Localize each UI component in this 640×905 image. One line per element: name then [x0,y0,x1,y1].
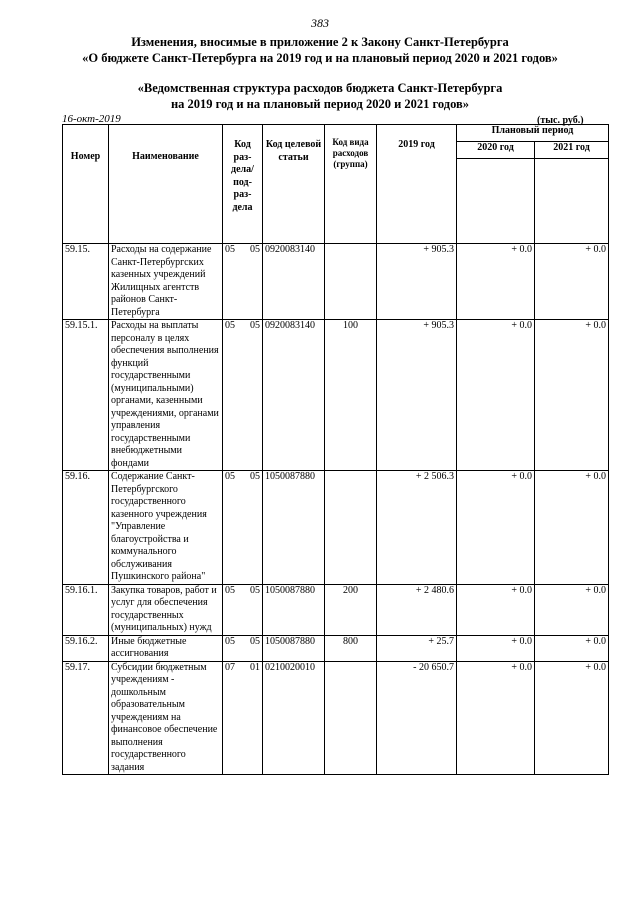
row-amount-2021: + 0.0 [535,471,609,585]
row-name: Иные бюджетные ассигнования [109,635,223,661]
row-amount-2021: + 0.0 [535,320,609,471]
row-amount-2020: + 0.0 [457,320,535,471]
row-section-code [223,244,263,320]
row-target-code: 1050087880 [263,584,325,635]
row-amount-2021: + 0.0 [535,635,609,661]
section-code: 05 [225,244,235,255]
subsection-code: 05 [250,584,260,596]
row-name: Субсидии бюджетным учреждениям - дошкольным образовательным учреждениям на финансовое обеспечение выполнения государственного задания [109,661,223,775]
title-line-1: Изменения, вносимые в приложение 2 к Закону Санкт-Петербурга [131,35,509,49]
row-name: Закупка товаров, работ и услуг для обеспечения государственных (муниципальных) нужд [109,584,223,635]
col-name-header: Наименование [109,125,223,244]
row-amount-2019: + 905.3 [377,244,457,320]
row-amount-2021: + 0.0 [535,244,609,320]
document-subtitle [0,80,640,112]
row-expense-type [325,244,377,320]
section-code: 07 [225,661,235,673]
subsection-code: 05 [250,635,260,647]
table-row [63,320,609,471]
row-amount-2019: - 20 650.7 [377,661,457,775]
subtitle-line-1: «Ведомственная структура расходов бюджета Санкт-Петербурга [137,81,503,95]
row-amount-2019: + 905.3 [377,320,457,471]
table-row [63,244,609,320]
table-row [63,661,609,775]
row-number: 59.15. [63,244,109,320]
units-label: (тыс. руб.) [537,115,584,126]
row-target-code: 1050087880 [263,471,325,585]
row-amount-2020: + 0.0 [457,244,535,320]
table-row [63,584,609,635]
row-expense-type: 200 [325,584,377,635]
row-number: 59.16.2. [63,635,109,661]
row-expense-type [325,661,377,775]
row-amount-2019: + 25.7 [377,635,457,661]
table-header [63,125,609,244]
row-amount-2020: + 0.0 [457,661,535,775]
row-amount-2019: + 2 506.3 [377,471,457,585]
title-line-2: «О бюджете Санкт-Петербурга на 2019 год и на плановый период 2020 и 2021 годов» [82,51,558,65]
row-expense-type: 800 [325,635,377,661]
row-expense-type [325,471,377,585]
row-target-code: 0920083140 [263,244,325,320]
row-amount-2021: + 0.0 [535,661,609,775]
row-target-code: 1050087880 [263,635,325,661]
table-body [63,244,609,775]
row-target-code: 0920083140 [263,320,325,471]
col-section-header: Код раз-дела/ под-раз-дела [223,125,263,244]
subsection-code: 05 [250,244,260,255]
row-number: 59.16.1. [63,584,109,635]
subtitle-line-2: на 2019 год и на плановый период 2020 и 2021 годов» [170,97,470,111]
row-amount-2021: + 0.0 [535,584,609,635]
col-2020-header: 2020 год [457,142,535,159]
row-amount-2020: + 0.0 [457,471,535,585]
row-section-code [223,584,263,635]
row-name: Расходы на выплаты персоналу в целях обеспечения выполнения функций государственными (муниципальными) органами, казенными учреждениями, органами управления государственными внебюджетными фондами [109,320,223,471]
row-section-code [223,471,263,585]
row-amount-2020: + 0.0 [457,584,535,635]
row-amount-2020: + 0.0 [457,635,535,661]
row-number: 59.16. [63,471,109,585]
row-name: Содержание Санкт-Петербургского государственного казенного учреждения "Управление благоустройства и коммунального обслуживания Пушкинского района" [109,471,223,585]
row-number: 59.15.1. [63,320,109,471]
table-row [63,471,609,585]
row-amount-2019: + 2 480.6 [377,584,457,635]
row-number: 59.17. [63,661,109,775]
row-section-code [223,320,263,471]
section-code: 05 [225,584,235,596]
table-row [63,635,609,661]
planned-period-header: Плановый период [457,125,609,142]
document-title [0,34,640,66]
col-target-header: Код целевой статьи [263,125,325,244]
row-section-code [223,661,263,775]
budget-table [62,124,609,775]
row-expense-type: 100 [325,320,377,471]
col-2021-header: 2021 год [535,142,609,159]
col-expense-type-header: Код вида расходов (группа) [325,125,377,244]
row-target-code: 0210020010 [263,661,325,775]
section-code: 05 [225,635,235,647]
col-number-header: Номер [63,125,109,244]
row-name: Расходы на содержание Санкт-Петербургских казенных учреждений Жилищных агентств районов Санкт-Петербурга [109,244,223,320]
col-2019-header: 2019 год [377,125,457,244]
row-section-code [223,635,263,661]
subsection-code: 01 [250,661,260,673]
document-date: 16-окт-2019 [62,113,121,125]
section-code: 05 [225,320,235,331]
page-number: 383 [311,16,329,30]
subsection-code: 05 [250,320,260,331]
section-code: 05 [225,471,235,482]
subsection-code: 05 [250,471,260,482]
